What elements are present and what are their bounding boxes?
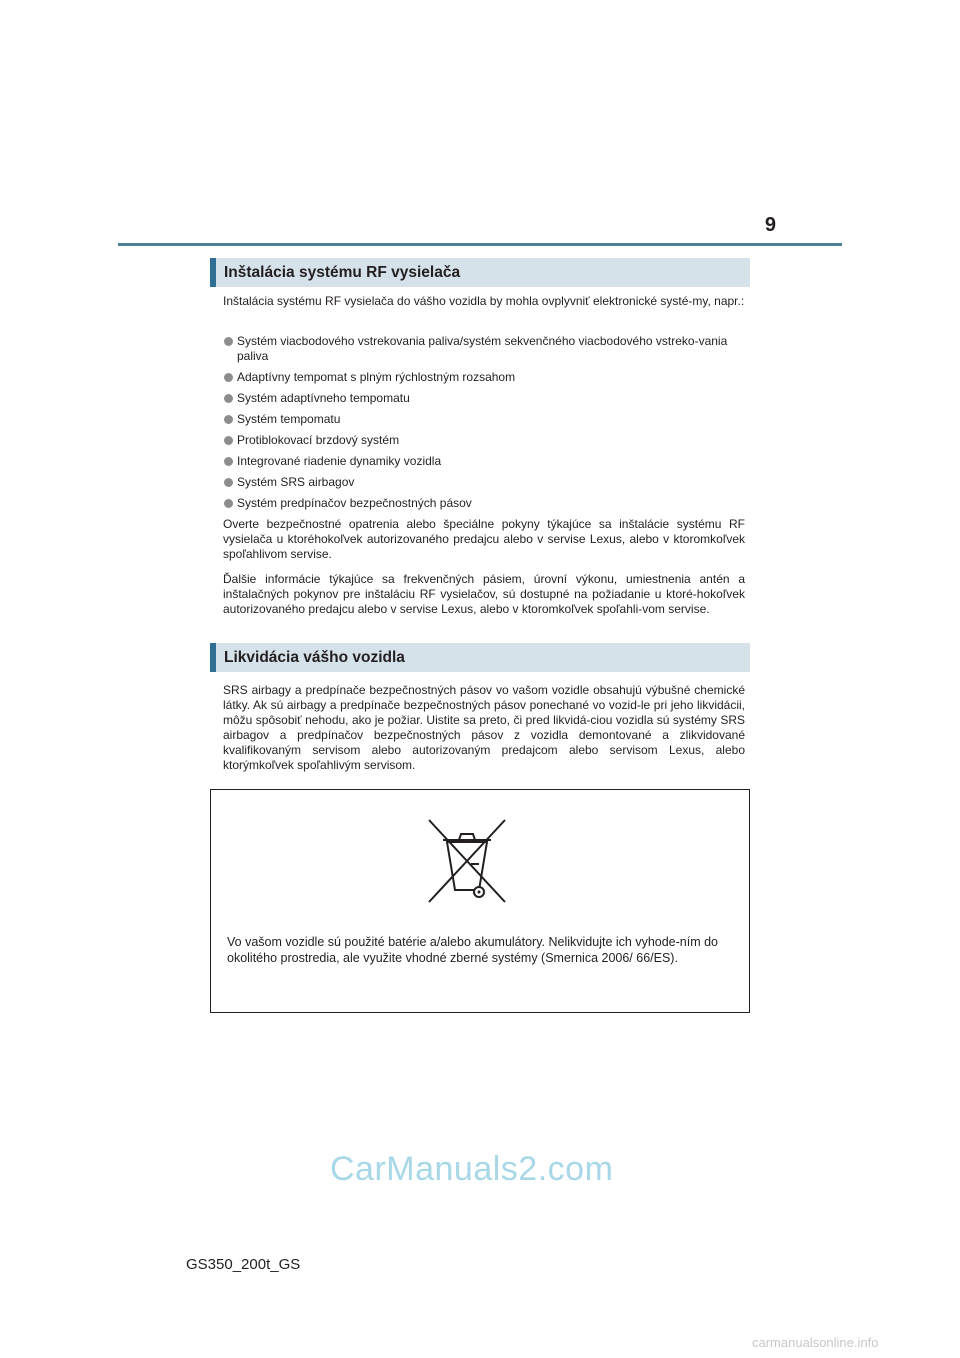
watermark: CarManuals2.com bbox=[330, 1150, 614, 1188]
section-header-vehicle-disposal bbox=[210, 643, 750, 672]
bullet-dot-icon bbox=[224, 394, 233, 403]
list-item: Integrované riadenie dynamiky vozidla bbox=[223, 454, 748, 469]
bullet-dot-icon bbox=[224, 373, 233, 382]
rf-affected-systems-list bbox=[223, 334, 748, 511]
disposal-paragraph: SRS airbagy a predpínače bezpečnostných pásov vo vašom vozidle obsahujú výbušné chemické látky. Ak sú airbagy a predpínače bezpečnostných pásov ponechané vo vozid-le pri jeho likvidácii, môžu spôsobiť nehodu, ako je požiar. Uistite sa preto, či pred likvidá-ciou vozidla sú systémy SRS airbagov a predpínačov bezpečnostných pásov z vozidla demontované a zlikvidované kvalifikovaným servisom alebo autorizovaným predajcom alebo servisom Lexus, alebo ktorýmkoľvek spoľahlivým servisom. bbox=[223, 683, 745, 772]
list-item: Protiblokovací brzdový systém bbox=[223, 433, 748, 448]
crossed-out-wheelie-bin-icon bbox=[425, 818, 509, 904]
bullet-dot-icon bbox=[224, 478, 233, 487]
list-item: Systém viacbodového vstrekovania paliva/systém sekvenčného viacbodového vstreko-vania paliva bbox=[223, 334, 748, 364]
rf-info-paragraph: Ďalšie informácie týkajúce sa frekvenčných pásiem, úrovní výkonu, umiestnenia antén a inštalačných pokynov pre inštaláciu RF vysielačov, sú dostupné na požiadanie u ktoré-hokoľvek autorizovaného predajcu alebo v servise Lexus, alebo v ktoromkoľvek spoľahli-vom servise. bbox=[223, 572, 745, 616]
section-title: Inštalácia systému RF vysielača bbox=[224, 264, 461, 281]
list-item: Systém tempomatu bbox=[223, 412, 748, 427]
top-rule bbox=[118, 243, 842, 246]
bullet-dot-icon bbox=[224, 337, 233, 346]
battery-disposal-notice bbox=[210, 789, 750, 1013]
section-title: Likvidácia vášho vozidla bbox=[224, 649, 405, 666]
bullet-dot-icon bbox=[224, 415, 233, 424]
rf-intro-paragraph: Inštalácia systému RF vysielača do vášho vozidla by mohla ovplyvniť elektronické systé-my, napr.: bbox=[223, 294, 745, 308]
bullet-dot-icon bbox=[224, 436, 233, 445]
rf-safety-paragraph: Overte bezpečnostné opatrenia alebo špeciálne pokyny týkajúce sa inštalácie systému RF vysielača u ktoréhokoľvek autorizovaného predajcu alebo v servise Lexus, alebo v ktoromkoľvek spoľahlivom servise. bbox=[223, 517, 745, 561]
battery-notice-text: Vo vašom vozidle sú použité batérie a/alebo akumulátory. Nelikvidujte ich vyhode-ním do okolitého prostredia, ale využite vhodné zberné systémy (Smernica 2006/ 66/ES). bbox=[227, 935, 719, 965]
list-item: Systém adaptívneho tempomatu bbox=[223, 391, 748, 406]
bullet-dot-icon bbox=[224, 457, 233, 466]
page-number: 9 bbox=[764, 214, 776, 236]
footer-watermark: carmanualsonline.info bbox=[752, 1335, 879, 1350]
list-item: Systém predpínačov bezpečnostných pásov bbox=[223, 496, 748, 511]
bullet-dot-icon bbox=[224, 499, 233, 508]
section-header-rf-transmitter bbox=[210, 258, 750, 287]
model-code: GS350_200t_GS bbox=[186, 1256, 301, 1273]
list-item: Adaptívny tempomat s plným rýchlostným rozsahom bbox=[223, 370, 748, 385]
list-item: Systém SRS airbagov bbox=[223, 475, 748, 490]
